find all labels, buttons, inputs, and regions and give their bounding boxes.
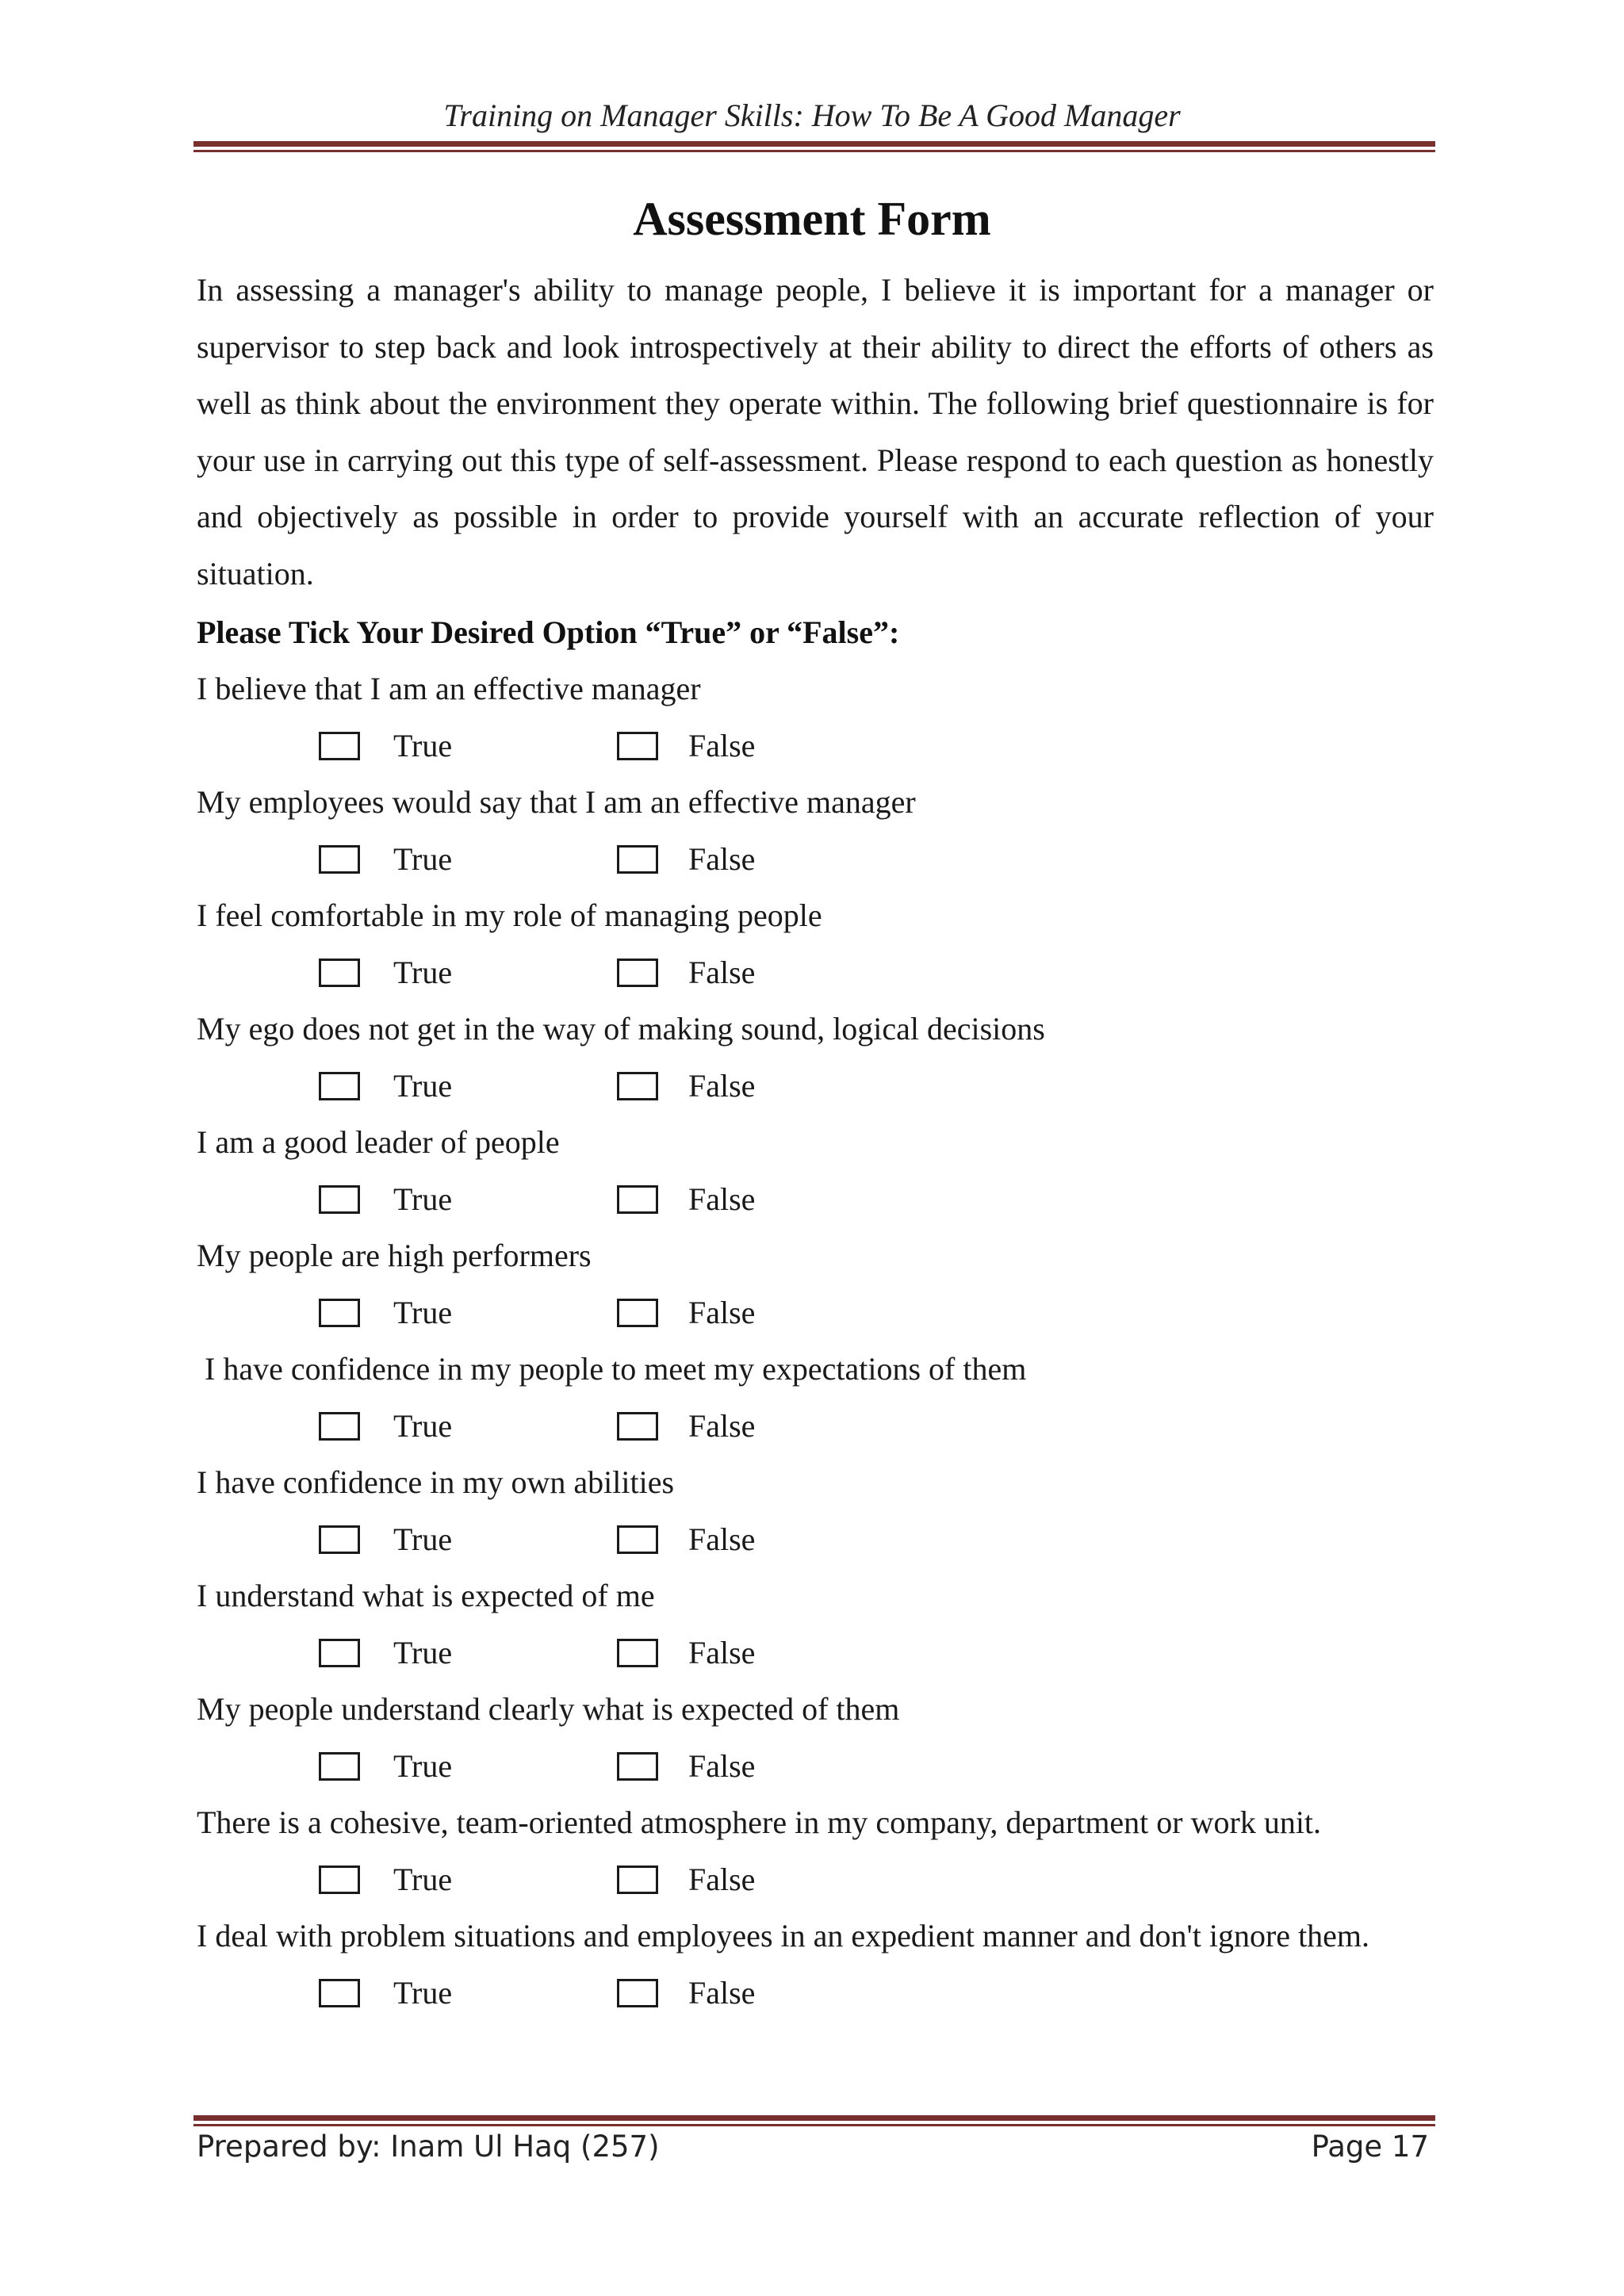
false-checkbox[interactable]: [617, 1752, 658, 1781]
question-text: I feel comfortable in my role of managing people: [197, 897, 822, 933]
page-title: Assessment Form: [633, 193, 991, 245]
answer-options: [197, 1171, 1434, 1228]
question-text: I have confidence in my own abilities: [197, 1464, 675, 1500]
true-label: True: [393, 1974, 453, 2011]
true-label: True: [393, 954, 453, 990]
true-checkbox[interactable]: [319, 1639, 360, 1667]
questionnaire: [197, 660, 1434, 2021]
answer-options: [197, 944, 1434, 1001]
false-checkbox[interactable]: [617, 1412, 658, 1441]
answer-options: [197, 1058, 1434, 1115]
true-label: True: [393, 1861, 453, 1897]
question-text: I believe that I am an effective manager: [197, 671, 701, 706]
true-checkbox[interactable]: [319, 1752, 360, 1781]
question-text: My employees would say that I am an effective manager: [197, 784, 916, 820]
instruction-text: Please Tick Your Desired Option “True” or “False”:: [197, 614, 900, 650]
question-item: [197, 887, 1434, 1001]
false-checkbox[interactable]: [617, 1639, 658, 1667]
true-checkbox[interactable]: [319, 1525, 360, 1554]
question-item: [197, 1114, 1434, 1227]
false-label: False: [688, 1747, 756, 1784]
question-item: [197, 1001, 1434, 1114]
false-checkbox[interactable]: [617, 845, 658, 874]
answer-options: [197, 831, 1434, 888]
false-label: False: [688, 1861, 756, 1897]
question-text: I understand what is expected of me: [197, 1578, 655, 1613]
question-text: I am a good leader of people: [197, 1124, 560, 1160]
false-label: False: [688, 1521, 756, 1557]
answer-options: [197, 718, 1434, 775]
true-checkbox[interactable]: [319, 1866, 360, 1894]
false-label: False: [688, 1407, 756, 1444]
question-text: I have confidence in my people to meet my expectations of them: [205, 1351, 1027, 1387]
question-text: My people are high performers: [197, 1238, 592, 1273]
prepared-by: Prepared by: Inam Ul Haq (257): [197, 2130, 660, 2164]
false-checkbox[interactable]: [617, 732, 658, 760]
false-label: False: [688, 840, 756, 877]
header-rule: [193, 141, 1435, 152]
answer-options: [197, 1851, 1434, 1908]
answer-options: [197, 1738, 1434, 1795]
false-checkbox[interactable]: [617, 959, 658, 987]
page-number: Page 17: [1311, 2130, 1429, 2164]
false-checkbox[interactable]: [617, 1185, 658, 1214]
true-label: True: [393, 1634, 453, 1670]
true-checkbox[interactable]: [319, 1185, 360, 1214]
header-title: Training on Manager Skills: How To Be A Good Manager: [443, 98, 1181, 133]
false-checkbox[interactable]: [617, 1866, 658, 1894]
true-label: True: [393, 727, 453, 763]
true-checkbox[interactable]: [319, 1299, 360, 1327]
false-label: False: [688, 1067, 756, 1104]
true-checkbox[interactable]: [319, 1072, 360, 1100]
true-label: True: [393, 1747, 453, 1784]
question-item: [197, 774, 1434, 887]
true-checkbox[interactable]: [319, 959, 360, 987]
question-item: [197, 1567, 1434, 1681]
true-checkbox[interactable]: [319, 732, 360, 760]
true-label: True: [393, 1181, 453, 1217]
question-item: [197, 1794, 1434, 1908]
false-label: False: [688, 727, 756, 763]
true-checkbox[interactable]: [319, 845, 360, 874]
question-text: My people understand clearly what is expected of them: [197, 1691, 900, 1727]
question-text: I deal with problem situations and employees in an expedient manner and don't ignore them.: [197, 1918, 1370, 1954]
true-checkbox[interactable]: [319, 1412, 360, 1441]
false-label: False: [688, 954, 756, 990]
question-text: There is a cohesive, team-oriented atmosphere in my company, department or work unit.: [197, 1804, 1322, 1840]
question-item: [197, 1227, 1434, 1341]
question-item: [197, 1454, 1434, 1567]
false-checkbox[interactable]: [617, 1299, 658, 1327]
question-item: [197, 660, 1434, 774]
answer-options: [197, 1624, 1434, 1682]
question-item: [197, 1681, 1434, 1794]
false-checkbox[interactable]: [617, 1525, 658, 1554]
question-text: My ego does not get in the way of making sound, logical decisions: [197, 1011, 1045, 1047]
answer-options: [197, 1398, 1434, 1455]
footer-rule: [193, 2115, 1435, 2126]
false-checkbox[interactable]: [617, 1072, 658, 1100]
false-checkbox[interactable]: [617, 1979, 658, 2007]
intro-paragraph: In assessing a manager's ability to manage people, I believe it is important for a manager or supervisor to step back and look introspectively at their ability to direct the efforts of others as well as think about the environment they operate within. The following brief questionnaire is for your use in carrying out this type of self-assessment. Please respond to each question as honestly and objectively as possible in order to provide yourself with an accurate reflection of your situation.: [197, 272, 1434, 591]
answer-options: [197, 1511, 1434, 1568]
true-label: True: [393, 1067, 453, 1104]
true-label: True: [393, 1521, 453, 1557]
true-label: True: [393, 840, 453, 877]
question-item: [197, 1908, 1434, 2021]
true-checkbox[interactable]: [319, 1979, 360, 2007]
answer-options: [197, 1284, 1434, 1341]
true-label: True: [393, 1407, 453, 1444]
true-label: True: [393, 1294, 453, 1330]
answer-options: [197, 1965, 1434, 2022]
false-label: False: [688, 1974, 756, 2011]
question-item: [197, 1341, 1434, 1454]
false-label: False: [688, 1294, 756, 1330]
false-label: False: [688, 1634, 756, 1670]
false-label: False: [688, 1181, 756, 1217]
